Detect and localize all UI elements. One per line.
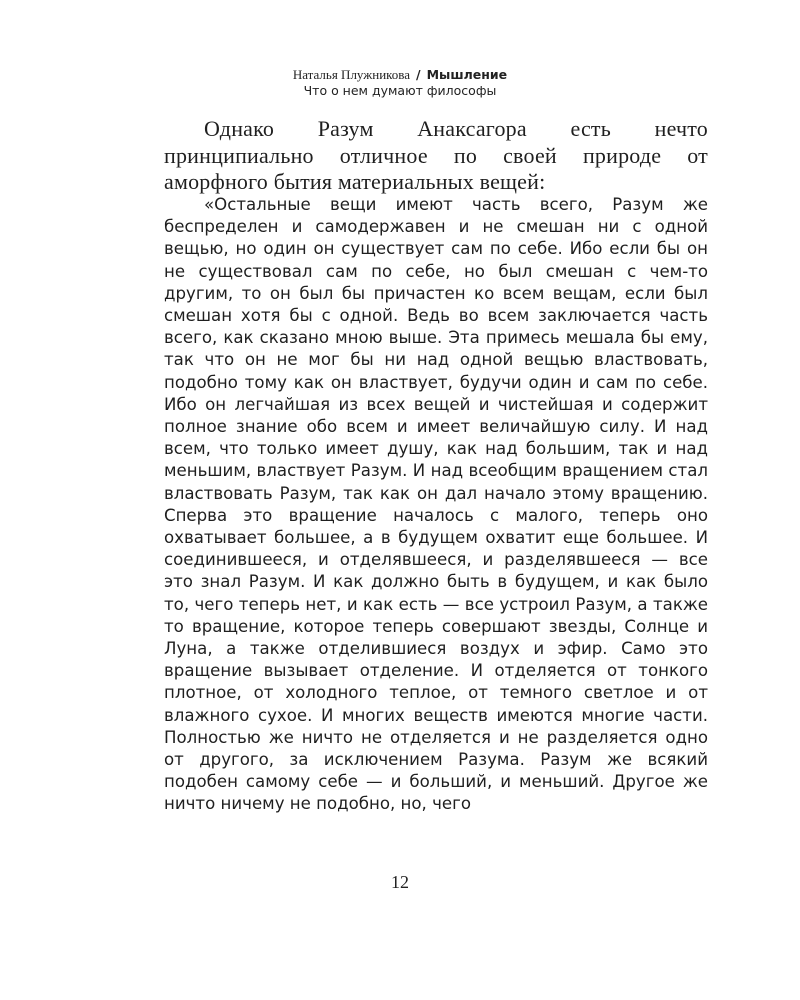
- header-book-title: Мышление: [426, 67, 508, 82]
- header-author: Наталья Плужникова: [292, 67, 411, 82]
- running-header: [0, 67, 800, 99]
- page-number: 12: [391, 872, 409, 892]
- header-line-1: [0, 67, 800, 83]
- quote-paragraph: «Остальные вещи имеют часть всего, Разум же беспределен и самодержавен и не смешан ни с одной вещью, но один он существует сам по себе. Ибо если бы он не существовал сам по себе, но был смешан с чем-то другим, то он был бы причастен ко всем вещам, если был смешан хотя бы с одной. Ведь во всем заключается часть всего, как сказано мною выше. Эта примесь мешала бы ему, так что он не мог бы ни над одной вещью властвовать, подобно тому как он властвует, будучи один и сам по себе. Ибо он легчайшая из всех вещей и чистейшая и содержит полное знание обо всем и имеет величайшую силу. И над всем, что только имеет душу, как над большим, так и над меньшим, властвует Разум. И над всеобщим вращением стал властвовать Разум, так как он дал начало этому вращению. Сперва это вращение началось с малого, теперь оно охватывает большее, а в будущем охватит еще большее. И соединившееся, и отделявшееся, и разделявшееся — все это знал Разум. И как должно быть в будущем, и как было то, чего теперь нет, и как есть — все устроил Разум, а также то вращение, которое теперь совершают звезды, Солнце и Луна, а также отделившиеся воздух и эфир. Само это вращение вызывает отделение. И отделяется от тонкого плотное, от холодного теплое, от темного светлое и от влажного сухое. И многих веществ имеются многие части. Полностью же ничто не отделяется и не разделяется одно от другого, за исключением Разума. Разум же всякий подобен самому себе — и больший, и меньший. Другое же ничто ничему не подобно, но, чего: [164, 195, 708, 814]
- header-subtitle: Что о нем думают философы: [303, 83, 497, 98]
- intro-paragraph: Однако Разум Анаксагора есть нечто принципиально отличное по своей природе от аморфного бытия материальных вещей:: [164, 116, 708, 194]
- header-separator: /: [416, 67, 421, 82]
